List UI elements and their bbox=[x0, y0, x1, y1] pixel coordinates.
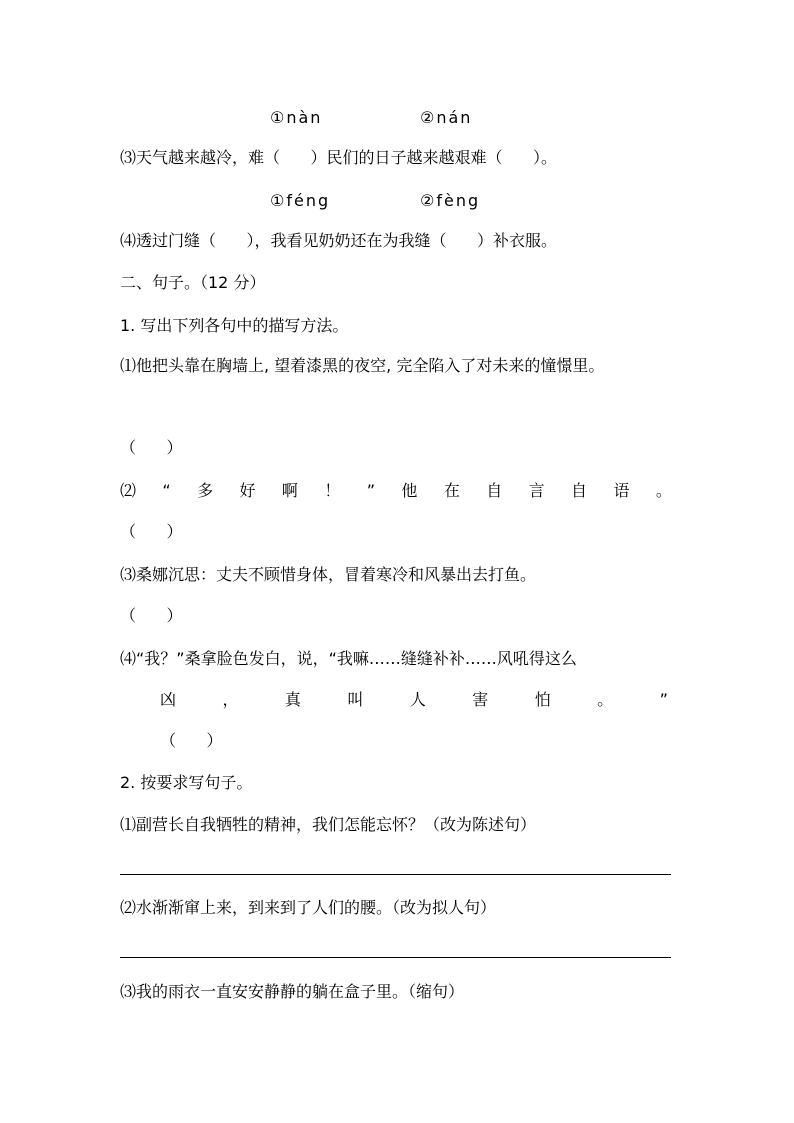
sentence-4-line-2 bbox=[160, 689, 668, 711]
sentence-2-char: ” bbox=[366, 481, 376, 500]
sentence-2-char: “ bbox=[162, 481, 171, 500]
sentence-2-char: ⑵ bbox=[120, 481, 137, 500]
sentence-2-char: 。 bbox=[655, 481, 672, 500]
part-2-title: 2. 按要求写句子。 bbox=[120, 773, 253, 792]
question-3: ⑶天气越来越冷，难（ ）民们的日子越来越艰难（ ）。 bbox=[120, 148, 558, 167]
pinyin-option-1: ①féng bbox=[270, 191, 331, 210]
sentence-1: ⑴他把头靠在胸墙上, 望着漆黑的夜空, 完全陷入了对未来的憧憬里。 bbox=[120, 356, 605, 375]
part-1-title: 1. 写出下列各句中的描写方法。 bbox=[120, 316, 349, 335]
sentence-4-char: 。 bbox=[597, 690, 614, 709]
answer-blank-3: （ ） bbox=[120, 606, 183, 625]
sentence-4-char: 凶 bbox=[160, 690, 177, 709]
pinyin-option-2: ②nán bbox=[420, 108, 473, 127]
sentence-2-char: 他 bbox=[401, 481, 418, 500]
rewrite-question-1: ⑴副营长自我牺牲的精神，我们怎能忘怀？（改为陈述句） bbox=[120, 815, 537, 834]
question-4: ⑷透过门缝（ ），我看见奶奶还在为我缝（ ）补衣服。 bbox=[120, 231, 558, 250]
sentence-4-char: ， bbox=[222, 690, 239, 709]
sentence-2-char: 语 bbox=[613, 481, 630, 500]
sentence-2-char: 在 bbox=[443, 481, 460, 500]
rewrite-question-3: ⑶我的雨衣一直安安静静的躺在盒子里。（缩句） bbox=[120, 982, 465, 1001]
section-2-title: 二、句子。（12 分） bbox=[120, 273, 266, 292]
sentence-2-char: 言 bbox=[528, 481, 545, 500]
answer-blank-4: （ ） bbox=[160, 731, 223, 750]
sentence-4-char: 真 bbox=[284, 690, 301, 709]
sentence-4-char: ” bbox=[659, 690, 668, 709]
pinyin-option-1: ①nàn bbox=[270, 108, 323, 127]
sentence-4-line-1: ⑷“我？”桑拿脸色发白，说，“我嘛……缝缝补补……风吼得这么 bbox=[120, 649, 577, 668]
sentence-2-char: 多 bbox=[197, 481, 214, 500]
answer-blank-2: （ ） bbox=[120, 522, 183, 541]
sentence-4-char: 叫 bbox=[347, 690, 364, 709]
sentence-2-char: 啊 bbox=[281, 481, 298, 500]
pinyin-option-2: ②fèng bbox=[420, 191, 481, 210]
sentence-2-char: 自 bbox=[571, 481, 588, 500]
sentence-4-char: 怕 bbox=[534, 690, 551, 709]
sentence-4-char: 人 bbox=[409, 690, 426, 709]
sentence-2 bbox=[120, 480, 672, 502]
sentence-2-char: ！ bbox=[324, 481, 341, 500]
answer-line-1 bbox=[120, 874, 671, 875]
answer-line-2 bbox=[120, 957, 671, 958]
sentence-3: ⑶桑娜沉思：丈夫不顾惜身体，冒着寒冷和风暴出去打鱼。 bbox=[120, 565, 537, 584]
sentence-4-char: 害 bbox=[472, 690, 489, 709]
sentence-2-char: 好 bbox=[239, 481, 256, 500]
answer-blank-1: （ ） bbox=[120, 438, 183, 457]
rewrite-question-2: ⑵水渐渐窜上来，到来到了人们的腰。（改为拟人句） bbox=[120, 898, 497, 917]
sentence-2-char: 自 bbox=[486, 481, 503, 500]
